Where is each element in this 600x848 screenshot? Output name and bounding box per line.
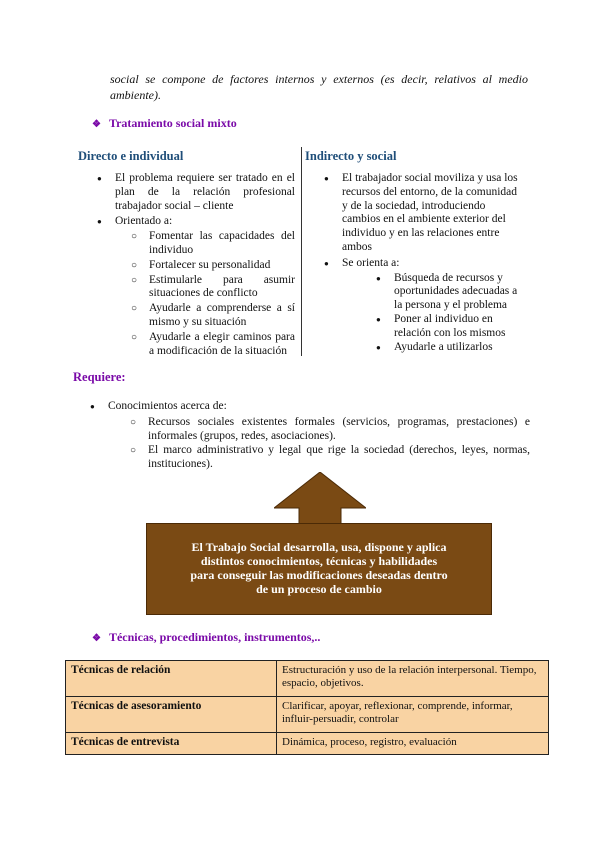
requires-sub-item: ○ Recursos sociales existentes formales (servicios, programas, prestaciones) e informales (grupos, redes, asociaciones). <box>130 416 530 444</box>
table-row <box>66 661 549 697</box>
intro-paragraph: social se compone de factores internos y externos (es decir, relativos al medio ambiente). <box>110 72 528 102</box>
technique-description: Estructuración y uso de la relación interpersonal. Tiempo, espacio, objetivos. <box>277 661 549 697</box>
requires-content <box>90 400 530 474</box>
technique-name: Técnicas de entrevista <box>66 733 277 755</box>
diagram-text: El Trabajo Social desarrolla, usa, dispone y aplica distintos conocimientos, técnicas y habilidades para conseguir las modificaciones deseadas dentro de un proceso de cambio <box>190 540 448 596</box>
diamond-bullet-icon: ❖ <box>92 633 101 644</box>
left-sub-item: ○ Fomentar las capacidades del individuo <box>131 230 295 258</box>
left-column-content <box>97 172 295 360</box>
up-arrow-icon <box>274 472 366 526</box>
diamond-bullet-icon: ❖ <box>92 119 101 130</box>
techniques-heading-text: Técnicas, procedimientos, instrumentos,.. <box>108 630 321 644</box>
mixed-treatment-heading <box>92 116 237 131</box>
left-sub-item: ○ Fortalecer su personalidad <box>131 259 295 273</box>
left-bullet-problem: ● El problema requiere ser tratado en el plan de la relación profesional trabajador social – cliente <box>97 172 295 213</box>
diagram-text-box <box>146 523 492 615</box>
techniques-table <box>65 660 549 755</box>
requires-bullet <box>90 400 530 472</box>
technique-name: Técnicas de relación <box>66 661 277 697</box>
techniques-heading <box>92 630 320 645</box>
right-sub-item: ● Poner al individuo en relación con los mismos <box>376 313 522 341</box>
technique-name: Técnicas de asesoramiento <box>66 697 277 733</box>
requires-heading: Requiere: <box>73 370 126 384</box>
right-sub-item: ● Ayudarle a utilizarlos <box>376 341 522 355</box>
right-bullet-mobilizes: ● El trabajador social moviliza y usa los recursos del entorno, de la comunidad y de la sociedad, introduciendo cambios en el ambiente exterior del individuo y en las relaciones entre ambos <box>324 172 522 255</box>
right-bullet-oriented-label: Se orienta a: <box>342 256 400 269</box>
left-sub-item: ○ Ayudarle a elegir caminos para a modificación de la situación <box>131 331 295 359</box>
right-sub-item: ● Búsqueda de recursos y oportunidades adecuadas a la persona y el problema <box>376 272 522 313</box>
requires-bullet-label: Conocimientos acerca de: <box>108 400 227 412</box>
requires-sub-item: ○ El marco administrativo y legal que rige la sociedad (derechos, leyes, normas, instituciones). <box>130 444 530 472</box>
mixed-treatment-heading-text: Tratamiento social mixto <box>108 116 237 130</box>
table-row <box>66 733 549 755</box>
column-divider <box>301 147 302 356</box>
left-bullet-oriented-label: Orientado a: <box>115 215 173 228</box>
right-column-title: Indirecto y social <box>305 149 397 163</box>
technique-description: Dinámica, proceso, registro, evaluación <box>277 733 549 755</box>
technique-description: Clarificar, apoyar, reflexionar, comprende, informar, influir-persuadir, controlar <box>277 697 549 733</box>
right-bullet-oriented <box>324 257 522 355</box>
left-bullet-oriented <box>97 215 295 358</box>
left-column-title: Directo e individual <box>78 149 184 163</box>
table-row <box>66 697 549 733</box>
left-sub-item: ○ Ayudarle a comprenderse a sí mismo y su situación <box>131 302 295 330</box>
right-column-content <box>324 172 522 356</box>
left-sub-item: ○ Estimularle para asumir situaciones de conflicto <box>131 274 295 302</box>
